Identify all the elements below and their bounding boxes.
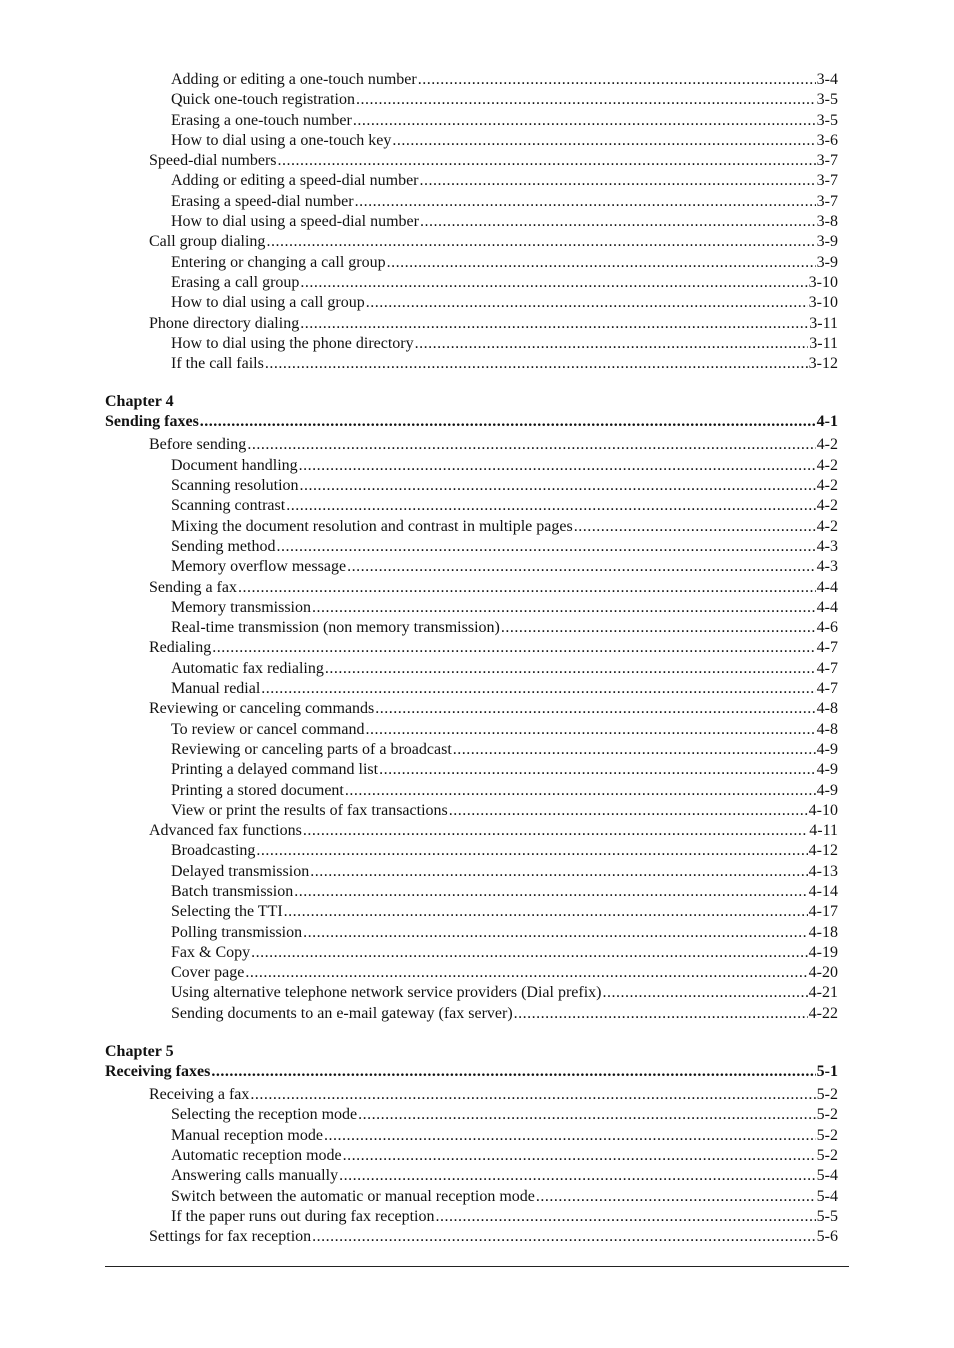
toc-entry[interactable] — [105, 517, 838, 537]
entry-title: Erasing a one-touch number — [171, 111, 352, 129]
dot-leader — [303, 923, 808, 943]
toc-entry[interactable] — [105, 1187, 838, 1207]
entry-title: Receiving a fax — [149, 1086, 250, 1104]
toc-entry[interactable] — [105, 293, 838, 313]
dot-leader — [366, 293, 808, 313]
dot-leader — [343, 1146, 816, 1166]
entry-title: Real-time transmission (non memory transmission) — [171, 619, 500, 637]
entry-page: 5-2 — [816, 1086, 838, 1104]
toc-entry[interactable] — [105, 537, 838, 557]
entry-title: Scanning contrast — [171, 497, 286, 515]
entry-page: 3-6 — [816, 131, 838, 149]
toc-entry[interactable] — [105, 1126, 838, 1146]
dot-leader — [375, 699, 815, 719]
toc-entry[interactable] — [105, 1105, 838, 1125]
entry-page: 5-4 — [816, 1187, 838, 1205]
toc-entry[interactable] — [105, 598, 838, 618]
entry-page: 4-3 — [816, 537, 838, 555]
dot-leader — [501, 618, 816, 638]
toc-entry[interactable] — [105, 821, 838, 841]
toc-entry[interactable] — [105, 273, 838, 293]
table-of-contents — [105, 70, 838, 1247]
chapter-title: Sending faxes — [105, 413, 199, 431]
entry-title: Automatic fax redialing — [171, 659, 324, 677]
entry-page: 4-7 — [816, 659, 838, 677]
dot-leader — [256, 841, 807, 861]
entry-page: 4-17 — [808, 903, 838, 921]
entry-title: Answering calls manually — [171, 1167, 339, 1185]
entry-title: Reviewing or canceling commands — [149, 700, 375, 718]
toc-entry[interactable] — [105, 699, 838, 719]
toc-entry[interactable] — [105, 781, 838, 801]
dot-leader — [312, 598, 816, 618]
entry-title: Switch between the automatic or manual reception mode — [171, 1187, 535, 1205]
entry-title: Reviewing or canceling parts of a broadcast — [171, 740, 452, 758]
entry-page: 3-4 — [816, 71, 838, 88]
dot-leader — [435, 1207, 815, 1227]
entry-page: 4-21 — [808, 984, 838, 1002]
entry-title: Sending a fax — [149, 578, 237, 596]
dot-leader — [303, 821, 808, 841]
dot-leader — [415, 334, 809, 354]
entry-title: Printing a stored document — [171, 781, 344, 799]
dot-leader — [339, 1166, 816, 1186]
toc-entry[interactable] — [105, 557, 838, 577]
toc-entry[interactable] — [105, 354, 838, 374]
toc-entry[interactable] — [105, 923, 838, 943]
entry-page: 3-10 — [808, 273, 838, 291]
toc-entry[interactable] — [105, 1085, 838, 1105]
entry-page: 5-2 — [816, 1106, 838, 1124]
entry-page: 4-2 — [816, 436, 838, 454]
entry-page: 4-9 — [816, 740, 838, 758]
toc-entry[interactable] — [105, 456, 838, 476]
entry-title: To review or cancel command — [171, 720, 365, 738]
toc-entry[interactable] — [105, 151, 838, 171]
toc-entry[interactable] — [105, 90, 838, 110]
entry-page: 4-19 — [808, 943, 838, 961]
dot-leader — [379, 760, 816, 780]
entry-page: 4-6 — [816, 619, 838, 637]
entry-title: Sending documents to an e-mail gateway (fax server) — [171, 1004, 513, 1022]
toc-entry[interactable] — [105, 111, 838, 131]
entry-title: Using alternative telephone network service providers (Dial prefix) — [171, 984, 602, 1002]
entry-page: 5-2 — [816, 1126, 838, 1144]
entry-title: Delayed transmission — [171, 862, 310, 880]
entry-page: 4-22 — [808, 1004, 838, 1022]
entry-title: Advanced fax functions — [149, 822, 302, 840]
dot-leader — [449, 801, 808, 821]
dot-leader — [353, 111, 816, 131]
dot-leader — [355, 192, 816, 212]
entry-title: Manual redial — [171, 680, 261, 698]
dot-leader — [278, 151, 816, 171]
bottom-rule — [105, 1266, 849, 1267]
entry-title: Before sending — [149, 436, 247, 454]
dot-leader — [265, 354, 808, 374]
dot-leader — [358, 1105, 816, 1125]
dot-leader — [347, 557, 816, 577]
entry-page: 4-20 — [808, 964, 838, 982]
entry-title: Speed-dial numbers — [149, 152, 277, 170]
entry-title: Memory overflow message — [171, 558, 347, 576]
dot-leader — [420, 171, 816, 191]
dot-leader — [324, 1126, 816, 1146]
dot-leader — [453, 740, 816, 760]
entry-page: 3-7 — [816, 192, 838, 210]
entry-page: 4-2 — [816, 456, 838, 474]
entry-page: 4-7 — [816, 639, 838, 657]
entry-title: Fax & Copy — [171, 943, 251, 961]
toc-entry[interactable] — [105, 963, 838, 983]
entry-page: 3-10 — [808, 294, 838, 312]
entry-title: Selecting the reception mode — [171, 1106, 358, 1124]
toc-entry[interactable] — [105, 902, 838, 922]
dot-leader — [299, 456, 816, 476]
entry-page: 3-9 — [816, 233, 838, 251]
toc-entry[interactable] — [105, 740, 838, 760]
entry-title: View or print the results of fax transactions — [171, 801, 448, 819]
entry-title: Adding or editing a one-touch number — [171, 71, 417, 88]
entry-page: 3-11 — [809, 334, 838, 352]
entry-title: If the call fails — [171, 355, 264, 373]
dot-leader — [418, 70, 816, 90]
entry-title: Mixing the document resolution and contrast in multiple pages — [171, 517, 573, 535]
entry-title: Redialing — [149, 639, 212, 657]
dot-leader — [261, 679, 815, 699]
chapter-page: 5-1 — [816, 1063, 838, 1081]
entry-page: 3-12 — [808, 355, 838, 373]
dot-leader — [300, 476, 816, 496]
entry-page: 4-13 — [808, 862, 838, 880]
toc-entry[interactable] — [105, 882, 838, 902]
toc-entry[interactable] — [105, 760, 838, 780]
dot-leader — [536, 1187, 816, 1207]
entry-page: 4-14 — [808, 882, 838, 900]
entry-page: 5-4 — [816, 1167, 838, 1185]
entry-title: How to dial using a one-touch key — [171, 131, 392, 149]
entry-title: If the paper runs out during fax reception — [171, 1207, 435, 1225]
dot-leader — [420, 212, 816, 232]
entry-title: Sending method — [171, 537, 276, 555]
entry-title: Erasing a speed-dial number — [171, 192, 354, 210]
entry-page: 3-7 — [816, 152, 838, 170]
entry-title: Erasing a call group — [171, 273, 300, 291]
dot-leader — [387, 253, 816, 273]
dot-leader — [250, 1085, 815, 1105]
toc-entry[interactable] — [105, 720, 838, 740]
entry-title: Batch transmission — [171, 882, 294, 900]
toc-entry[interactable] — [105, 314, 838, 334]
chapter-label: Chapter 4 — [105, 393, 174, 411]
entry-title: Cover page — [171, 964, 245, 982]
dot-leader — [212, 638, 815, 658]
dot-leader — [356, 90, 816, 110]
toc-entry[interactable] — [105, 983, 838, 1003]
entry-page: 4-2 — [816, 497, 838, 515]
toc-entry[interactable] — [105, 1207, 838, 1227]
chapter-page: 4-1 — [816, 413, 838, 431]
entry-title: How to dial using the phone directory — [171, 334, 414, 352]
dot-leader — [310, 862, 807, 882]
entry-page: 4-8 — [816, 720, 838, 738]
entry-title: Scanning resolution — [171, 477, 299, 495]
toc-entry[interactable] — [105, 232, 838, 252]
toc-entry[interactable] — [105, 618, 838, 638]
entry-page: 4-11 — [809, 822, 838, 840]
entry-page: 4-3 — [816, 558, 838, 576]
entry-title: Automatic reception mode — [171, 1146, 342, 1164]
toc-entry[interactable] — [105, 334, 838, 354]
dot-leader — [574, 517, 816, 537]
toc-entry[interactable] — [105, 1166, 838, 1186]
entry-page: 4-4 — [816, 598, 838, 616]
toc-entry[interactable] — [105, 841, 838, 861]
entry-title: Adding or editing a speed-dial number — [171, 172, 419, 190]
toc-entry[interactable] — [105, 212, 838, 232]
dot-leader — [284, 902, 808, 922]
entry-page: 4-2 — [816, 517, 838, 535]
entry-page: 4-9 — [816, 781, 838, 799]
dot-leader — [325, 659, 816, 679]
entry-title: Selecting the TTI — [171, 903, 283, 921]
entry-page: 4-4 — [816, 578, 838, 596]
entry-title: Memory transmission — [171, 598, 311, 616]
entry-page: 3-7 — [816, 172, 838, 190]
dot-leader — [200, 412, 816, 432]
dot-leader — [514, 1004, 808, 1024]
dot-leader — [345, 781, 816, 801]
entry-page: 5-5 — [816, 1207, 838, 1225]
toc-entry[interactable] — [105, 578, 838, 598]
toc-entry[interactable] — [105, 496, 838, 516]
dot-leader — [247, 435, 815, 455]
dot-leader — [276, 537, 815, 557]
entry-title: Entering or changing a call group — [171, 253, 386, 271]
toc-entry[interactable] — [105, 801, 838, 821]
toc-entry[interactable] — [105, 1004, 838, 1024]
toc-entry[interactable] — [105, 253, 838, 273]
dot-leader — [300, 273, 807, 293]
entry-title: Quick one-touch registration — [171, 91, 355, 109]
chapter-title: Receiving faxes — [105, 1063, 211, 1081]
toc-entry[interactable] — [105, 70, 838, 90]
entry-page: 4-8 — [816, 700, 838, 718]
dot-leader — [312, 1227, 816, 1247]
entry-page: 4-18 — [808, 923, 838, 941]
entry-title: Settings for fax reception — [149, 1228, 312, 1246]
toc-entry[interactable] — [105, 131, 838, 151]
toc-entry[interactable] — [105, 638, 838, 658]
entry-page: 3-8 — [816, 213, 838, 231]
entry-page: 3-9 — [816, 253, 838, 271]
entry-page: 4-10 — [808, 801, 838, 819]
toc-entry[interactable] — [105, 171, 838, 191]
entry-page: 4-9 — [816, 761, 838, 779]
entry-title: Manual reception mode — [171, 1126, 323, 1144]
entry-page: 4-7 — [816, 680, 838, 698]
dot-leader — [392, 131, 815, 151]
entry-page: 4-12 — [808, 842, 838, 860]
entry-page: 3-5 — [816, 111, 838, 129]
entry-title: Broadcasting — [171, 842, 256, 860]
toc-chapter-entry[interactable] — [105, 1062, 838, 1085]
dot-leader — [294, 882, 807, 902]
toc-entry[interactable] — [105, 1146, 838, 1166]
chapter-label: Chapter 5 — [105, 1043, 174, 1061]
dot-leader — [286, 496, 815, 516]
toc-entry[interactable] — [105, 679, 838, 699]
dot-leader — [251, 943, 808, 963]
entry-title: Phone directory dialing — [149, 314, 300, 332]
entry-page: 3-5 — [816, 91, 838, 109]
entry-page: 3-11 — [809, 314, 838, 332]
dot-leader — [266, 232, 815, 252]
entry-title: How to dial using a speed-dial number — [171, 213, 419, 231]
toc-entry[interactable] — [105, 476, 838, 496]
dot-leader — [365, 720, 815, 740]
entry-title: Printing a delayed command list — [171, 761, 379, 779]
toc-entry[interactable] — [105, 862, 838, 882]
toc-chapter-entry[interactable] — [105, 412, 838, 435]
dot-leader — [300, 314, 808, 334]
entry-title: Document handling — [171, 456, 298, 474]
toc-entry[interactable] — [105, 192, 838, 212]
toc-entry[interactable] — [105, 435, 838, 455]
dot-leader — [238, 578, 816, 598]
toc-entry[interactable] — [105, 659, 838, 679]
toc-entry[interactable] — [105, 943, 838, 963]
entry-page: 4-2 — [816, 477, 838, 495]
entry-title: How to dial using a call group — [171, 294, 365, 312]
dot-leader — [245, 963, 807, 983]
entry-page: 5-2 — [816, 1146, 838, 1164]
toc-entry[interactable] — [105, 1227, 838, 1247]
entry-title: Call group dialing — [149, 233, 266, 251]
dot-leader — [211, 1062, 815, 1082]
entry-page: 5-6 — [816, 1228, 838, 1246]
dot-leader — [603, 983, 808, 1003]
entry-title: Polling transmission — [171, 923, 303, 941]
